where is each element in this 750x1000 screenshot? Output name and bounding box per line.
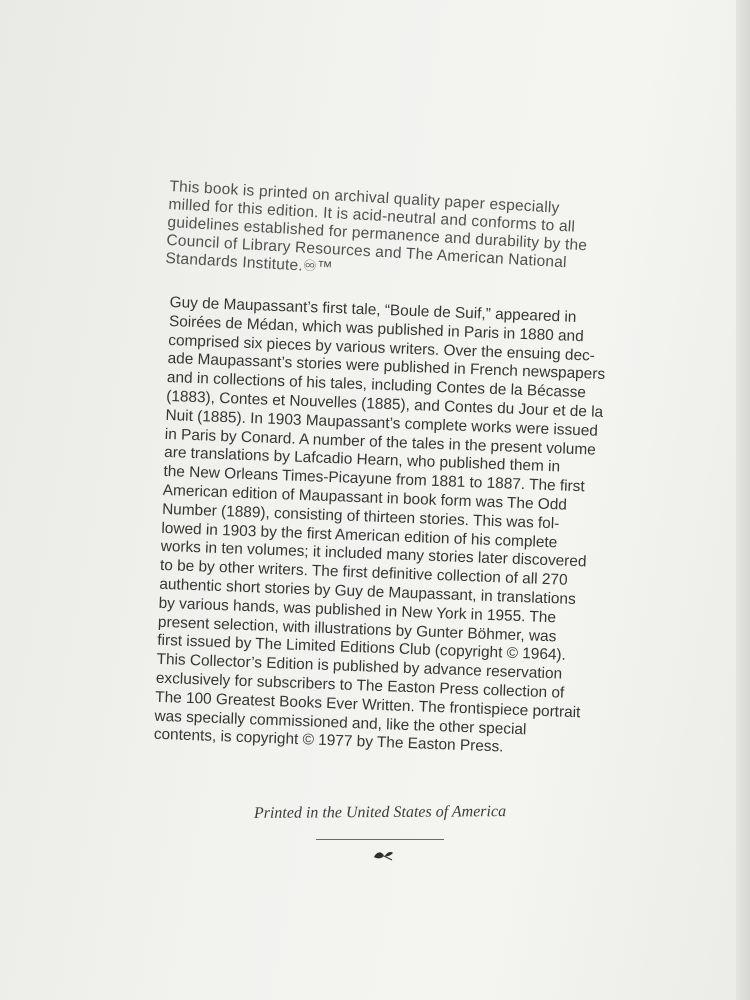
- page-edge-shadow: [736, 0, 750, 1000]
- publication-history-paragraph: Guy de Maupassant’s first tale, “Boule de Suif,” appeared in Soirées de Médan, which was published in Paris in 1880 and comprised six pieces by various writers. Over the ensuing dec- ade Maupassant’s stories were published in French newspapers and in collections of his tales, including Contes de la Bécasse (1883), Contes et Nouvelles (1885), and Contes du Jour et de la Nuit (1885). In 1903 Maupassant’s complete works were issued in Paris by Conard. A number of the tales in the present volume are translations by Lafcadio Hearn, who published them in the New Orleans Times-Picayune from 1881 to 1887. The first American edition of Maupassant in book form was The Odd Number (1889), consisting of thirteen stories. This was fol- lowed in 1903 by the first American edition of his complete works in ten volumes; it included many stories later discovered to be by other writers. The first definitive collection of all 270 authentic short stories by Guy de Maupassant, in translations by various hands, was published in New York in 1955. The present selection, with illustrations by Gunter Böhmer, was first issued by The Limited Editions Club (copyright © 1964). This Collector’s Edition is published by advance reservation exclusively for subscribers to The Easton Press collection of The 100 Greatest Books Ever Written. The frontispiece portrait was specially commissioned and, like the other special contents, is copyright © 1977 by The Easton Press.: [153, 294, 606, 756]
- archival-paper-notice: This book is printed on archival quality paper especially milled for this edition. It is acid-neutral and conforms to all guidelines established for permanence and durability by the Council of Library Resources and The American National Standards Institute.♾™: [165, 178, 588, 277]
- leaf-ornament-icon: [372, 848, 394, 862]
- printed-in-usa-line: Printed in the United States of America: [253, 803, 507, 822]
- horizontal-rule: [316, 839, 444, 840]
